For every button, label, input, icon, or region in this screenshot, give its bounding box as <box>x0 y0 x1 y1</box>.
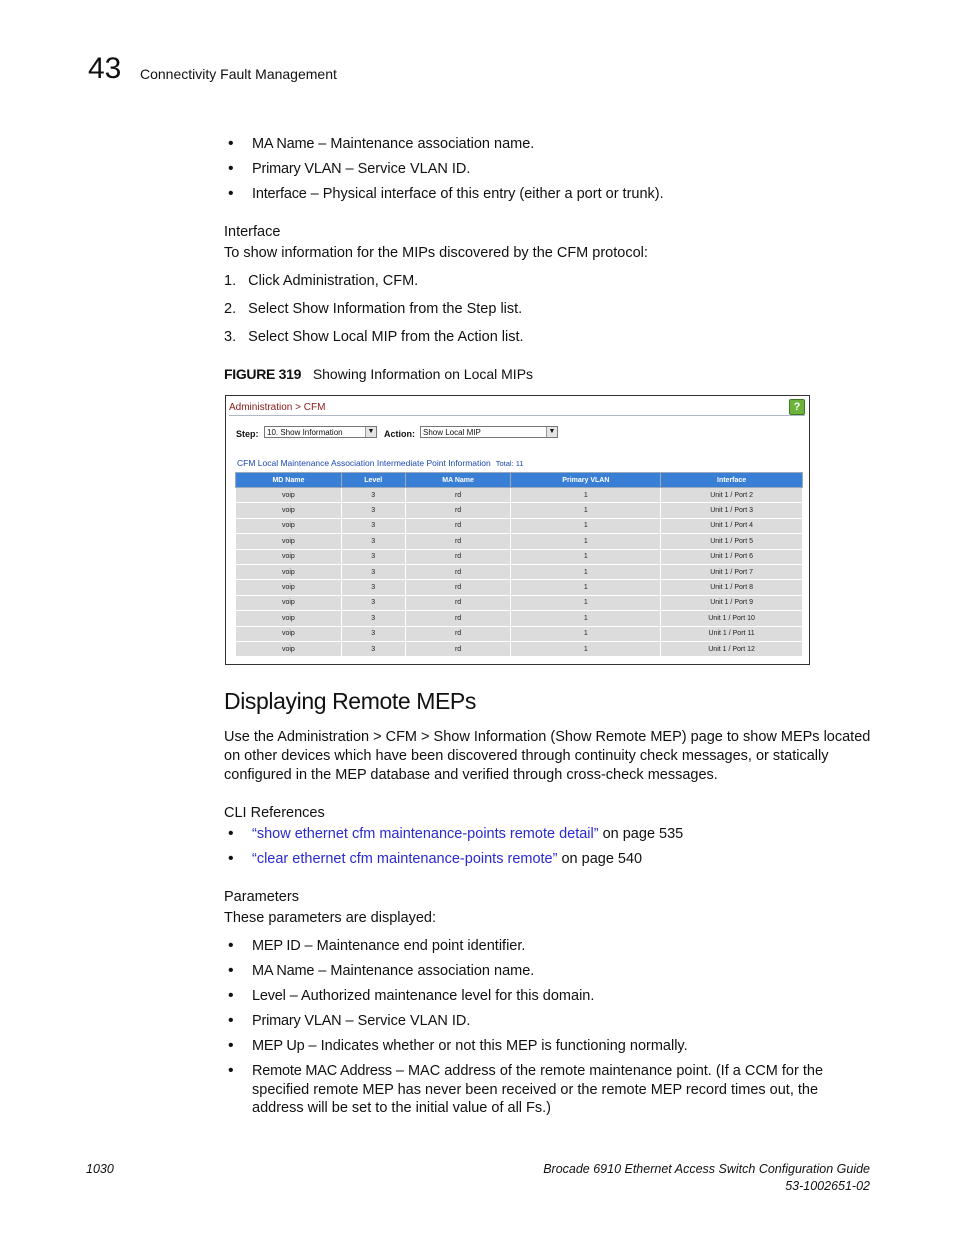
total-count: Total: 11 <box>495 459 524 468</box>
column-header[interactable]: MA Name <box>405 473 511 488</box>
term: MA Name <box>252 963 315 979</box>
figure-title: Showing Information on Local MIPs <box>312 366 534 382</box>
cell: 3 <box>341 518 405 533</box>
action-select-value: Show Local MIP <box>423 428 481 437</box>
desc: – Maintenance association name. <box>314 963 535 979</box>
figure-caption <box>224 366 533 382</box>
cli-reference-link[interactable]: “clear ethernet cfm maintenance-points remote” <box>252 851 558 867</box>
cell: voip <box>236 641 342 656</box>
bullet-icon: • <box>228 1062 234 1079</box>
cell: rd <box>405 626 511 641</box>
cell: Unit 1 / Port 8 <box>661 580 803 595</box>
column-header[interactable]: Interface <box>661 473 803 488</box>
interface-intro: To show information for the MIPs discovered by the CFM protocol: <box>224 245 648 261</box>
step-label: Step: <box>236 429 259 439</box>
section-paragraph-line: configured in the MEP database and verified through cross-check messages. <box>224 767 718 783</box>
step-item: 3. Select Show Local MIP from the Action list. <box>224 329 524 345</box>
cell: 1 <box>511 518 661 533</box>
subheading-parameters: Parameters <box>224 889 299 905</box>
cell: 1 <box>511 580 661 595</box>
desc: – Physical interface of this entry (either a port or trunk). <box>306 186 664 202</box>
cli-reference-link[interactable]: “show ethernet cfm maintenance-points remote detail” <box>252 826 599 842</box>
table-title <box>237 458 524 468</box>
action-label: Action: <box>384 429 415 439</box>
cell: 3 <box>341 549 405 564</box>
table-row <box>236 518 803 533</box>
bullet-icon: • <box>228 850 234 867</box>
parameters-intro: These parameters are displayed: <box>224 910 436 926</box>
table-row <box>236 626 803 641</box>
table-row <box>236 641 803 656</box>
cell: 3 <box>341 564 405 579</box>
page-reference: on page 535 <box>598 826 684 842</box>
cell: voip <box>236 503 342 518</box>
cell: Unit 1 / Port 12 <box>661 641 803 656</box>
cell: 1 <box>511 534 661 549</box>
step-select-value: 10. Show Information <box>267 428 343 437</box>
cell: voip <box>236 595 342 610</box>
step-select[interactable] <box>264 426 377 438</box>
table-row <box>236 503 803 518</box>
bullet-icon: • <box>228 1012 234 1029</box>
table-header-row <box>236 473 803 488</box>
cell: 3 <box>341 595 405 610</box>
cell: Unit 1 / Port 11 <box>661 626 803 641</box>
cell: Unit 1 / Port 7 <box>661 564 803 579</box>
cell: voip <box>236 534 342 549</box>
table-row <box>236 595 803 610</box>
bullet-icon: • <box>228 1037 234 1054</box>
cell: Unit 1 / Port 4 <box>661 518 803 533</box>
cell: 1 <box>511 611 661 626</box>
table-row <box>236 534 803 549</box>
table-row <box>236 488 803 503</box>
table-title-text: CFM Local Maintenance Association Intermediate Point Information <box>237 458 491 468</box>
term: Remote MAC Address <box>252 1063 392 1079</box>
bullet-icon: • <box>228 825 234 842</box>
list-item-continuation: specified remote MEP has never been received or the remote MEP record times out, the <box>252 1082 819 1098</box>
subheading-cli-references: CLI References <box>224 805 325 821</box>
chapter-number: 43 <box>88 52 122 85</box>
term: Primary VLAN <box>252 1013 342 1029</box>
bullet-icon: • <box>228 160 234 177</box>
cell: voip <box>236 626 342 641</box>
cell: voip <box>236 549 342 564</box>
cell: 1 <box>511 595 661 610</box>
divider <box>229 415 805 416</box>
section-paragraph-line: on other devices which have been discovered through continuity check messages, or statically <box>224 748 829 764</box>
doc-number: 53-1002651-02 <box>785 1179 870 1193</box>
section-title: Displaying Remote MEPs <box>224 688 476 714</box>
cell: rd <box>405 488 511 503</box>
table-row <box>236 580 803 595</box>
table-row <box>236 611 803 626</box>
desc: – Authorized maintenance level for this domain. <box>285 988 595 1004</box>
cell: rd <box>405 564 511 579</box>
cell: Unit 1 / Port 10 <box>661 611 803 626</box>
desc: – Service VLAN ID. <box>341 1013 471 1029</box>
desc: – Indicates whether or not this MEP is functioning normally. <box>304 1038 688 1054</box>
bullet-icon: • <box>228 937 234 954</box>
desc: – Service VLAN ID. <box>341 161 471 177</box>
cell: rd <box>405 580 511 595</box>
cell: Unit 1 / Port 3 <box>661 503 803 518</box>
doc-title: Brocade 6910 Ethernet Access Switch Configuration Guide <box>543 1162 870 1176</box>
cell: 1 <box>511 488 661 503</box>
bullet-icon: • <box>228 962 234 979</box>
mip-table <box>235 472 803 657</box>
cell: rd <box>405 503 511 518</box>
cell: voip <box>236 518 342 533</box>
cell: rd <box>405 549 511 564</box>
desc: – Maintenance end point identifier. <box>300 938 526 954</box>
term: Primary VLAN <box>252 161 342 177</box>
cell: Unit 1 / Port 2 <box>661 488 803 503</box>
section-paragraph-line: Use the Administration > CFM > Show Information (Show Remote MEP) page to show MEPs located <box>224 729 871 745</box>
cell: 3 <box>341 626 405 641</box>
desc: – MAC address of the remote maintenance point. (If a CCM for the <box>391 1063 824 1079</box>
cell: rd <box>405 534 511 549</box>
column-header[interactable]: Primary VLAN <box>511 473 661 488</box>
cell: voip <box>236 580 342 595</box>
desc: – Maintenance association name. <box>314 136 535 152</box>
cell: Unit 1 / Port 9 <box>661 595 803 610</box>
term: MA Name <box>252 136 315 152</box>
page-reference: on page 540 <box>557 851 643 867</box>
action-select[interactable] <box>420 426 558 438</box>
cell: 3 <box>341 488 405 503</box>
cell: 3 <box>341 534 405 549</box>
bullet-icon: • <box>228 135 234 152</box>
cell: Unit 1 / Port 6 <box>661 549 803 564</box>
cell: voip <box>236 488 342 503</box>
chevron-down-icon[interactable]: ▼ <box>546 427 557 437</box>
figure-screenshot <box>225 395 810 665</box>
cell: rd <box>405 595 511 610</box>
breadcrumb: Administration > CFM <box>229 402 326 413</box>
bullet-icon: • <box>228 987 234 1004</box>
cell: Unit 1 / Port 5 <box>661 534 803 549</box>
cell: 3 <box>341 503 405 518</box>
term: Interface <box>252 186 307 202</box>
figure-label: FIGURE 319 <box>224 366 302 382</box>
step-item: 2. Select Show Information from the Step list. <box>224 301 523 317</box>
chevron-down-icon[interactable]: ▼ <box>365 427 376 437</box>
page-number: 1030 <box>86 1162 114 1176</box>
cell: 3 <box>341 641 405 656</box>
cell: 1 <box>511 549 661 564</box>
help-icon[interactable]: ? <box>789 399 805 415</box>
cell: rd <box>405 518 511 533</box>
subheading-interface: Interface <box>224 224 281 240</box>
table-row <box>236 549 803 564</box>
term: Level <box>252 988 286 1004</box>
cell: 1 <box>511 503 661 518</box>
cell: 3 <box>341 580 405 595</box>
cell: voip <box>236 564 342 579</box>
step-item: 1. Click Administration, CFM. <box>224 273 419 289</box>
table-row <box>236 564 803 579</box>
cell: 1 <box>511 564 661 579</box>
column-header[interactable]: MD Name <box>236 473 342 488</box>
cell: voip <box>236 611 342 626</box>
cell: 3 <box>341 611 405 626</box>
cell: 1 <box>511 626 661 641</box>
cell: 1 <box>511 641 661 656</box>
term: MEP Up <box>252 1038 305 1054</box>
column-header[interactable]: Level <box>341 473 405 488</box>
list-item-continuation: address will be set to the initial value of all Fs.) <box>252 1100 551 1116</box>
cell: rd <box>405 641 511 656</box>
bullet-icon: • <box>228 185 234 202</box>
term: MEP ID <box>252 938 301 954</box>
chapter-title: Connectivity Fault Management <box>140 66 337 82</box>
cell: rd <box>405 611 511 626</box>
